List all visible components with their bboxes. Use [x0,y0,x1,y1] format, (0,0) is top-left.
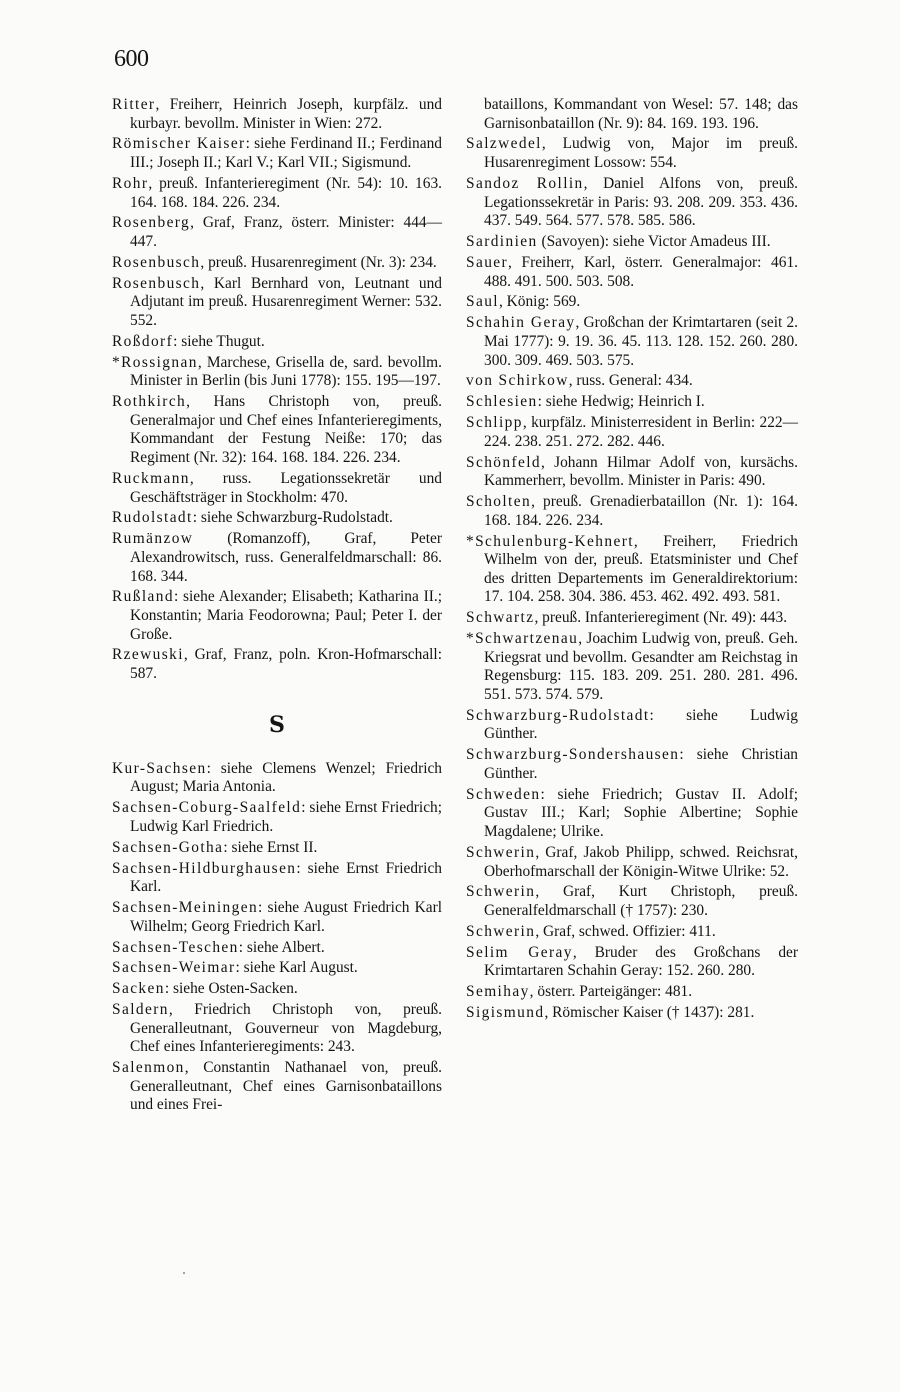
index-entry [466,414,798,451]
entry-heading: Sachsen-Weimar [112,959,236,977]
entry-text: (Savoyen): siehe Victor Amadeus III. [537,233,771,251]
index-entry [466,175,798,231]
index-entry [466,1004,798,1023]
entry-text: , Joachim Ludwig von, preuß. Geh. Kriegsrat und bevollm. Gesandter am Reichstag in Regensburg: 115. 183. 209. 251. 280. 281. 496. 551. 573. 574. 579. [484,630,798,703]
entry-text: , Ludwig von, Major im preuß. Husarenregiment Lossow: 554. [484,135,798,172]
index-entry [466,883,798,920]
entry-heading: Schahin Geray [466,314,576,332]
entry-heading: Salzwedel [466,135,542,153]
index-entry [112,799,442,836]
entry-text: , Constantin Nathanael von, preuß. Generalleutnant, Chef eines Garnisonbataillons und eines Frei- [130,1059,442,1114]
index-entry [112,354,442,391]
entry-heading: Semihay [466,983,530,1001]
entry-text: , preuß. Infanterieregiment (Nr. 54): 10. 163. 164. 168. 184. 226. 234. [130,174,442,211]
entry-text: , preuß. Grenadierbataillon (Nr. 1): 164. 168. 184. 226. 234. [484,493,798,529]
entry-heading: Sauer [466,253,509,271]
entry-text: : siehe Schwarzburg-Rudolstadt. [192,509,393,527]
entry-text: : siehe Albert. [238,938,325,956]
index-entry [466,454,798,491]
entry-heading: Schwerin [466,843,536,861]
index-entry [466,372,798,391]
entry-heading: Sachsen-Coburg-Saalfeld [112,799,302,817]
entry-text: , Daniel Alfons von, preuß. Legationssekretär in Paris: 93. 208. 209. 353. 436. 437. 549. 564. 577. 578. 585. 586. [484,174,799,230]
entry-text: , Freiherr, Heinrich Joseph, kurpfälz. und kurbayr. bevollm. Minister in Wien: 272. [130,96,442,132]
entry-text: : siehe Christian Günther. [484,746,798,782]
entry-text: , preuß. Infanterieregiment (Nr. 49): 443. [534,609,788,627]
entry-heading: Sachsen-Gotha [112,838,224,856]
index-entry [112,646,442,683]
entry-heading: Schönfeld [466,453,542,471]
entry-heading: Saldern [112,1001,169,1019]
entry-text: , Graf, Franz, poln. Kron-Hofmarschall: 587. [130,646,442,683]
index-entry [466,786,798,842]
entry-heading: Schwarzburg-Sondershausen [466,746,680,764]
entry-text: , Graf, Jakob Philipp, schwed. Reichsrat, Oberhofmarschall der Königin-Witwe Ulrike: 52. [484,843,798,880]
entry-text: , König: 569. [498,293,581,311]
entry-heading: Saul [466,293,499,311]
index-entry [112,214,442,251]
index-entry [466,609,798,628]
entry-text: , russ. General: 434. [568,372,693,390]
index-entry [466,944,798,981]
entry-text: bataillons, Kommandant von Wesel: 57. 148; das Garnisonbataillon (Nr. 9): 84. 169. 193. 196. [484,96,798,132]
index-entry [112,588,442,644]
index-entry [466,393,798,412]
index-entry [112,275,442,331]
entry-text: , Römischer Kaiser († 1437): 281. [544,1004,755,1022]
entries-r [112,96,442,684]
entry-text: : siehe Ernst Friedrich Karl. [130,859,442,896]
entry-heading: Schwerin [466,883,536,901]
entry-text: , Freiherr, Friedrich Wilhelm von der, preuß. Etatsminister und Chef des dritten Departements im Generaldirektorium: 17. 104. 258. 304. 386. 453. 462. 492. 493. 581. [484,532,798,606]
entry-heading: Salenmon [112,1059,185,1077]
entry-text: (Romanzoff), Graf, Peter Alexandrowitsch, russ. Generalfeldmarschall: 86. 168. 344. [130,530,442,585]
index-entry [466,746,798,783]
index-entry [466,983,798,1002]
index-entry [112,760,442,797]
entry-heading: Römischer Kaiser [112,135,246,153]
index-entry [112,96,442,133]
entry-heading: Schwartz [466,609,535,627]
entry-heading: von Schirkow [466,372,569,390]
index-entry [112,530,442,586]
entry-heading: Sigismund [466,1004,545,1022]
index-entry [112,333,442,352]
page-mark [183,1272,185,1274]
index-entry [112,899,442,936]
entry-text: : siehe Friedrich; Gustav II. Adolf; Gustav III.; Karl; Sophie Albertine; Sophie Magdalene; Ulrike. [484,785,798,841]
index-entry [466,254,798,291]
entry-heading: *Rossignan [112,353,198,371]
index-entry [112,393,442,467]
index-entry [466,630,798,704]
entry-heading: Schweden [466,785,541,803]
index-entry [112,135,442,172]
entry-heading: Scholten [466,493,532,511]
index-entry [112,860,442,897]
entry-text: : siehe Ludwig Günther. [484,706,798,743]
entry-heading: Rumänzow [112,530,194,548]
entries-s [112,760,442,1115]
index-entry [112,939,442,958]
entry-text: , Graf, Kurt Christoph, preuß. Generalfeldmarschall († 1757): 230. [484,883,798,919]
entry-text: , russ. Legationssekretär und Geschäftsträger in Stockholm: 470. [130,469,442,506]
index-entry [466,707,798,744]
entry-text: : siehe Ferdinand II.; Ferdinand III.; Joseph II.; Karl V.; Karl VII.; Sigismund. [130,135,442,172]
index-entry [466,493,798,530]
entry-heading: Rothkirch [112,393,187,411]
index-entry [466,844,798,881]
entry-text: : siehe Osten-Sacken. [164,980,298,998]
entry-text: : siehe Ernst II. [223,838,318,856]
index-column-left [112,96,442,1117]
entry-heading: Ruckmann [112,469,190,487]
entry-heading: Sachsen-Meiningen [112,899,259,917]
index-entry [466,233,798,252]
entry-text: , preuß. Husarenregiment (Nr. 3): 234. [200,253,437,271]
entry-heading: Rußland [112,588,174,606]
index-entry [112,509,442,528]
entry-heading: Rudolstadt [112,509,193,527]
index-entry [112,959,442,978]
entry-heading: Rzewuski [112,646,184,664]
entry-text: : siehe August Friedrich Karl Wilhelm; Georg Friedrich Karl. [130,899,442,935]
index-entry [466,923,798,942]
entry-heading: Sachsen-Teschen [112,938,239,956]
section-letter-s: S [269,711,285,738]
entry-heading: Selim Geray [466,943,573,961]
entry-text: , Graf, Franz, österr. Minister: 444—447. [130,214,442,251]
index-entry [466,314,798,370]
index-entry [112,175,442,212]
entry-text: : siehe Alexander; Elisabeth; Katharina II.; Konstantin; Maria Feodorowna; Paul; Peter I. der Große. [130,588,442,643]
entry-heading: Sardinien [466,233,538,251]
entry-text: , Bruder des Großchans der Krimtartaren Schahin Geray: 152. 260. 280. [484,943,798,980]
entry-heading: Schwarzburg-Rudolstadt [466,706,650,724]
index-entry [112,980,442,999]
index-entry [466,96,798,133]
entry-text: : siehe Ernst Friedrich; Ludwig Karl Friedrich. [130,799,442,835]
entry-heading: Schwerin [466,922,536,940]
entry-text: : siehe Hedwig; Heinrich I. [537,393,705,411]
index-entry [466,533,798,607]
entry-heading: Sacken [112,980,165,998]
index-entry [112,1001,442,1057]
entry-heading: Sandoz Rollin [466,174,584,192]
entry-text: : siehe Clemens Wenzel; Friedrich August; Maria Antonia. [130,759,442,796]
entry-heading: *Schwartzenau [466,630,579,648]
index-column-right [466,96,798,1025]
entry-heading: Sachsen-Hildburghausen [112,859,297,877]
entry-text: , Johann Hilmar Adolf von, kursächs. Kammerherr, bevollm. Minister in Paris: 490. [484,453,798,490]
entry-heading: Rosenbusch [112,253,201,271]
index-entry [112,839,442,858]
page-number: 600 [114,46,149,72]
entry-heading: Roßdorf [112,332,174,350]
entry-heading: Schlesien [466,393,538,411]
entry-text: , Großchan der Krimtartaren (seit 2. Mai 1777): 9. 19. 36. 45. 113. 128. 152. 260. 280. 300. 309. 469. 503. 575. [484,314,798,369]
index-entry [466,293,798,312]
entry-text: , Freiherr, Karl, österr. Generalmajor: 461. 488. 491. 500. 503. 508. [484,253,798,290]
entry-heading: Rohr [112,174,149,192]
entry-heading: *Schulenburg-Kehnert [466,532,634,550]
entry-text: : siehe Karl August. [235,959,358,977]
entry-text: , österr. Parteigänger: 481. [529,983,693,1001]
entry-heading: Rosenberg [112,214,191,232]
index-entry [112,470,442,507]
entry-text: , kurpfälz. Ministerresident in Berlin: 222—224. 238. 251. 272. 282. 446. [484,414,798,450]
entry-heading: Kur-Sachsen [112,759,207,777]
entry-text: , Karl Bernhard von, Leutnant und Adjutant im preuß. Husarenregiment Werner: 532. 552. [130,274,442,330]
entry-text: , Marchese, Grisella de, sard. bevollm. Minister in Berlin (bis Juni 1778): 155. 195—197. [130,353,442,390]
entry-text: : siehe Thugut. [173,332,265,350]
index-entry [112,1059,442,1115]
entry-text: , Hans Christoph von, preuß. Generalmajor und Chef eines Infanterieregiments, Kommandant der Festung Neiße: 170; das Regiment (Nr. 32): 164. 168. 184. 226. 234. [130,393,442,467]
index-entry [112,254,442,273]
entry-text: , Friedrich Christoph von, preuß. Generalleutnant, Gouverneur von Magdeburg, Chef eines Infanterieregiments: 243. [130,1001,442,1056]
entry-heading: Rosenbusch [112,274,201,292]
index-entry [466,135,798,172]
entry-text: , Graf, schwed. Offizier: 411. [535,922,716,940]
entry-heading: Schlipp [466,414,523,432]
entry-heading: Ritter [112,96,156,113]
